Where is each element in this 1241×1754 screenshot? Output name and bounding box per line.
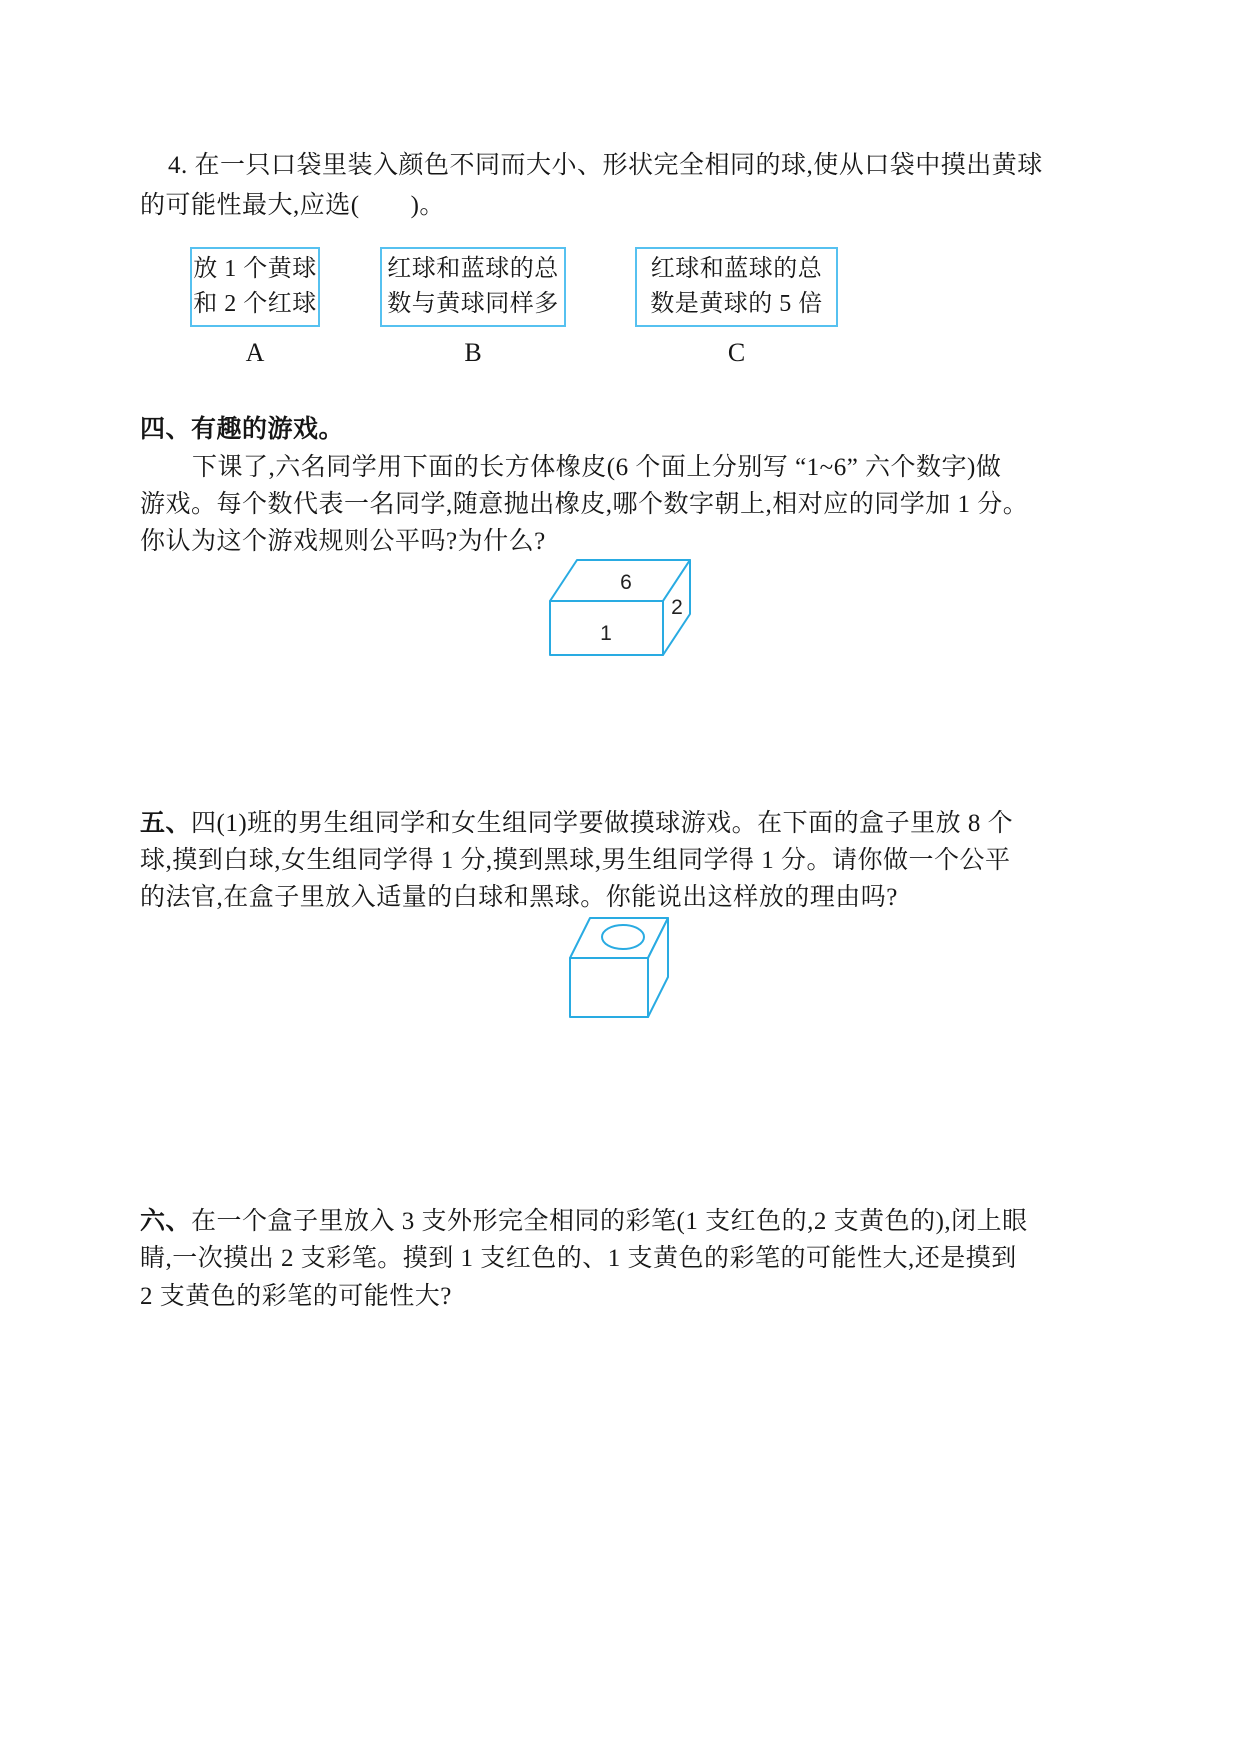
box-hole [602,925,644,949]
eraser-side-number: 2 [671,596,683,619]
box-front-face [570,958,648,1017]
section5-line1 [140,807,1013,840]
eraser-front-number: 1 [600,622,612,645]
section6-line3: 2 支黄色的彩笔的可能性大? [140,1283,452,1310]
option-b-line2: 数与黄球同样多 [387,291,559,317]
option-box-a [190,247,320,327]
section6-line1 [140,1205,1028,1238]
option-a-line1: 放 1 个黄球 [193,256,317,282]
section4-line2: 游戏。每个数代表一名同学,随意抛出橡皮,哪个数字朝上,相对应的同学加 1 分。 [140,491,1029,518]
option-label-c: C [727,338,746,367]
section6-line2: 睛,一次摸出 2 支彩笔。摸到 1 支红色的、1 支黄色的彩笔的可能性大,还是摸到 [140,1245,1017,1272]
option-label-b: B [464,338,482,367]
option-c-line2: 数是黄球的 5 倍 [650,291,823,317]
option-b-line1: 红球和蓝球的总 [387,256,559,282]
question4-line1: 4. 在一只口袋里装入颜色不同而大小、形状完全相同的球,使从口袋中摸出黄球 [168,152,1043,179]
option-box-b [380,247,566,327]
option-box-c [635,247,838,327]
section4-line1: 下课了,六名同学用下面的长方体橡皮(6 个面上分别写 “1~6” 六个数字)做 [192,454,1002,481]
question4-line2: 的可能性最大,应选( )。 [140,192,445,219]
eraser-top-number: 6 [620,571,632,594]
section5-line2: 球,摸到白球,女生组同学得 1 分,摸到黑球,男生组同学得 1 分。请你做一个公平 [140,847,1011,874]
section5-number: 五、 [140,809,192,837]
option-a-line2: 和 2 个红球 [193,291,317,317]
section6-line1-text: 在一个盒子里放入 3 支外形完全相同的彩笔(1 支红色的,2 支黄色的),闭上眼 [191,1208,1028,1235]
section4-header: 四、有趣的游戏。 [140,415,345,443]
ball-box-diagram [568,916,670,1019]
option-label-a: A [245,338,265,367]
section5-line1-text: 四(1)班的男生组同学和女生组同学要做摸球游戏。在下面的盒子里放 8 个 [191,810,1014,837]
eraser-cuboid-diagram [548,558,693,658]
option-c-line1: 红球和蓝球的总 [650,256,823,282]
section5-line3: 的法官,在盒子里放入适量的白球和黑球。你能说出这样放的理由吗? [140,884,898,911]
section4-line3: 你认为这个游戏规则公平吗?为什么? [140,528,546,555]
section6-number: 六、 [140,1207,192,1235]
